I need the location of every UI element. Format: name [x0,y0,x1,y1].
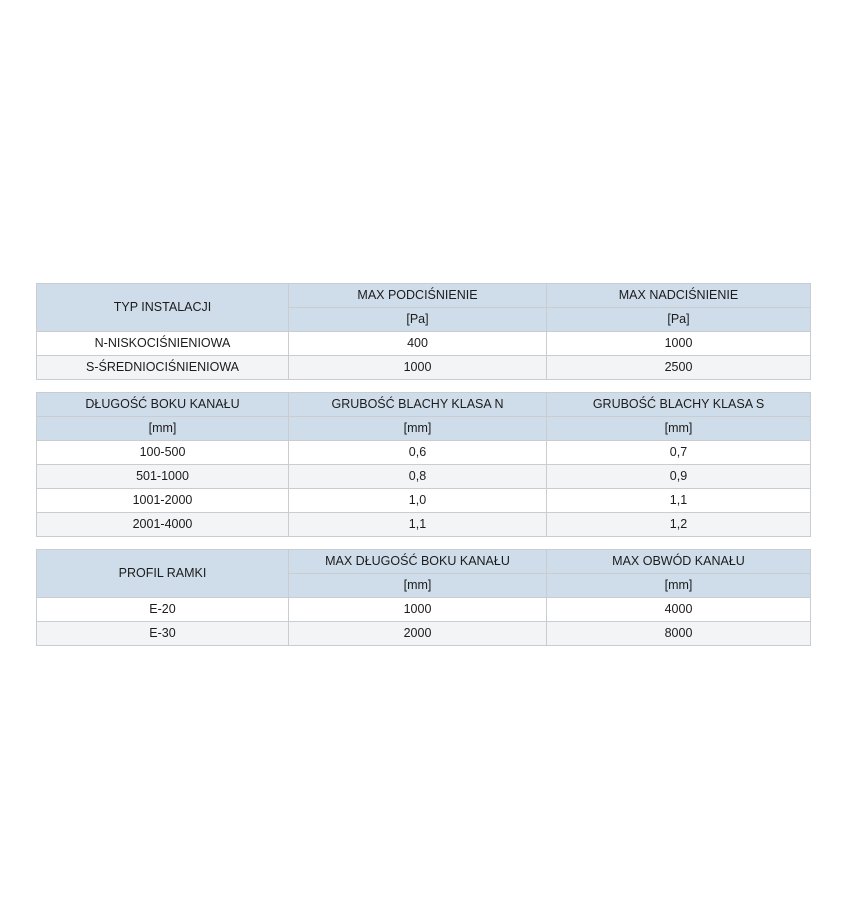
unit-duct-side-length: [mm] [37,417,289,441]
table-row [37,441,811,465]
table-row [37,513,811,537]
row-value: 1,0 [289,489,547,513]
row-value: 2500 [547,356,811,380]
row-value: 1,2 [547,513,811,537]
row-value: 1000 [547,332,811,356]
unit-max-duct-perimeter: [mm] [547,574,811,598]
row-value: 8000 [547,622,811,646]
sheet-thickness-table [36,392,811,537]
row-label: E-30 [37,622,289,646]
table-row [37,622,811,646]
table-row [37,465,811,489]
row-value: 1000 [289,598,547,622]
header-label-frame-profile: PROFIL RAMKI [37,550,289,598]
row-label: 501-1000 [37,465,289,489]
unit-thickness-class-s: [mm] [547,417,811,441]
row-value: 1,1 [289,513,547,537]
installation-type-table [36,283,811,380]
table-unit-row [37,417,811,441]
row-value: 0,7 [547,441,811,465]
table-row [37,598,811,622]
header-max-overpressure: MAX NADCIŚNIENIE [547,284,811,308]
table-header-row [37,284,811,308]
header-thickness-class-s: GRUBOŚĆ BLACHY KLASA S [547,393,811,417]
row-label: 1001-2000 [37,489,289,513]
unit-max-overpressure: [Pa] [547,308,811,332]
row-value: 0,6 [289,441,547,465]
header-max-underpressure: MAX PODCIŚNIENIE [289,284,547,308]
row-label: N-NISKOCIŚNIENIOWA [37,332,289,356]
table-row [37,489,811,513]
row-label: 100-500 [37,441,289,465]
unit-max-underpressure: [Pa] [289,308,547,332]
row-value: 400 [289,332,547,356]
row-value: 2000 [289,622,547,646]
row-value: 0,8 [289,465,547,489]
header-label-installation-type: TYP INSTALACJI [37,284,289,332]
unit-max-duct-side-length: [mm] [289,574,547,598]
table-header-row [37,550,811,574]
unit-thickness-class-n: [mm] [289,417,547,441]
header-max-duct-side-length: MAX DŁUGOŚĆ BOKU KANAŁU [289,550,547,574]
table-row [37,356,811,380]
row-label: S-ŚREDNIOCIŚNIENIOWA [37,356,289,380]
spec-tables-container [36,283,810,646]
frame-profile-table [36,549,811,646]
header-max-duct-perimeter: MAX OBWÓD KANAŁU [547,550,811,574]
row-value: 4000 [547,598,811,622]
row-label: 2001-4000 [37,513,289,537]
table-row [37,332,811,356]
row-value: 0,9 [547,465,811,489]
row-value: 1000 [289,356,547,380]
header-label-duct-side-length: DŁUGOŚĆ BOKU KANAŁU [37,393,289,417]
table-header-row [37,393,811,417]
row-value: 1,1 [547,489,811,513]
header-thickness-class-n: GRUBOŚĆ BLACHY KLASA N [289,393,547,417]
row-label: E-20 [37,598,289,622]
